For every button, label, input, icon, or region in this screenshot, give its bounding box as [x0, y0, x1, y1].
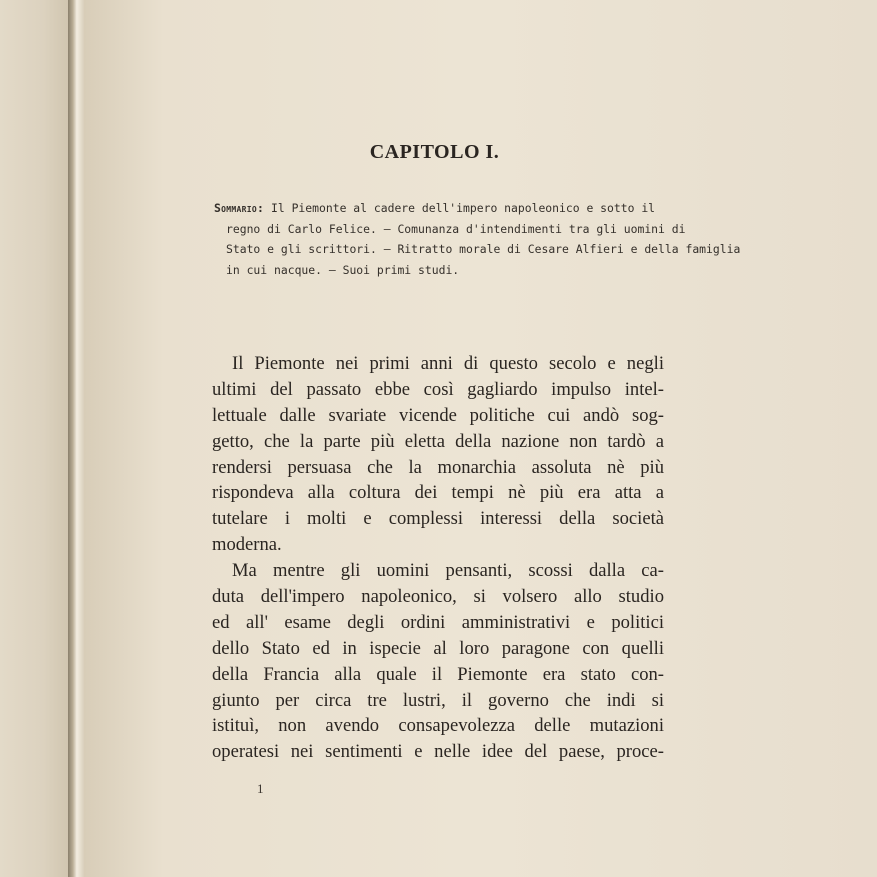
paragraph-line: giunto per circa tre lustri, il governo che indi si	[212, 689, 664, 711]
paragraph-line: rispondeva alla coltura dei tempi nè più era atta a	[212, 482, 664, 504]
paragraph-line: dello Stato ed in ispecie al loro paragone con quelli	[212, 637, 664, 659]
summary-line	[214, 198, 664, 219]
paragraph-line: ultimi del passato ebbe così gagliardo impulso intel-	[212, 378, 664, 400]
book-gutter	[68, 0, 84, 877]
paragraph-line: tutelare i molti e complessi interessi della società	[212, 508, 664, 530]
left-page-edge	[0, 0, 72, 877]
paragraph-line: della Francia alla quale il Piemonte era stato con-	[212, 663, 664, 685]
summary-label: Sommario:	[214, 201, 265, 215]
paragraph-line: Ma mentre gli uomini pensanti, scossi dalla ca-	[232, 560, 664, 582]
paragraph-line: getto, che la parte più eletta della nazione non tardò a	[212, 430, 664, 452]
summary-text: Il Piemonte al cadere dell'impero napoleonico e sotto il	[271, 201, 656, 215]
paragraph-line: istituì, non avendo consapevolezza delle mutazioni	[212, 715, 664, 737]
paragraph-line: lettuale dalle svariate vicende politiche cui andò sog-	[212, 404, 664, 426]
paragraph-line: moderna.	[212, 534, 282, 556]
chapter-title: CAPITOLO I.	[369, 141, 500, 163]
paragraph-line: Il Piemonte nei primi anni di questo secolo e negli	[232, 353, 664, 374]
paragraph-line: ed all' esame degli ordini amministrativi e politici	[212, 611, 664, 633]
summary-line: Stato e gli scrittori. — Ritratto morale di Cesare Alfieri e della famiglia	[226, 242, 741, 256]
signature-mark: 1	[257, 781, 264, 796]
summary-line: in cui nacque. — Suoi primi studi.	[226, 262, 460, 277]
paragraph-line: rendersi persuasa che la monarchia assoluta nè più	[212, 456, 664, 478]
summary-line: regno di Carlo Felice. — Comunanza d'intendimenti tra gli uomini di	[226, 221, 686, 236]
paragraph-line: operatesi nei sentimenti e nelle idee del paese, proce-	[212, 741, 664, 763]
paragraph-line: duta dell'impero napoleonico, si volsero allo studio	[212, 586, 664, 608]
body-text	[212, 351, 664, 765]
chapter-summary	[214, 198, 741, 280]
